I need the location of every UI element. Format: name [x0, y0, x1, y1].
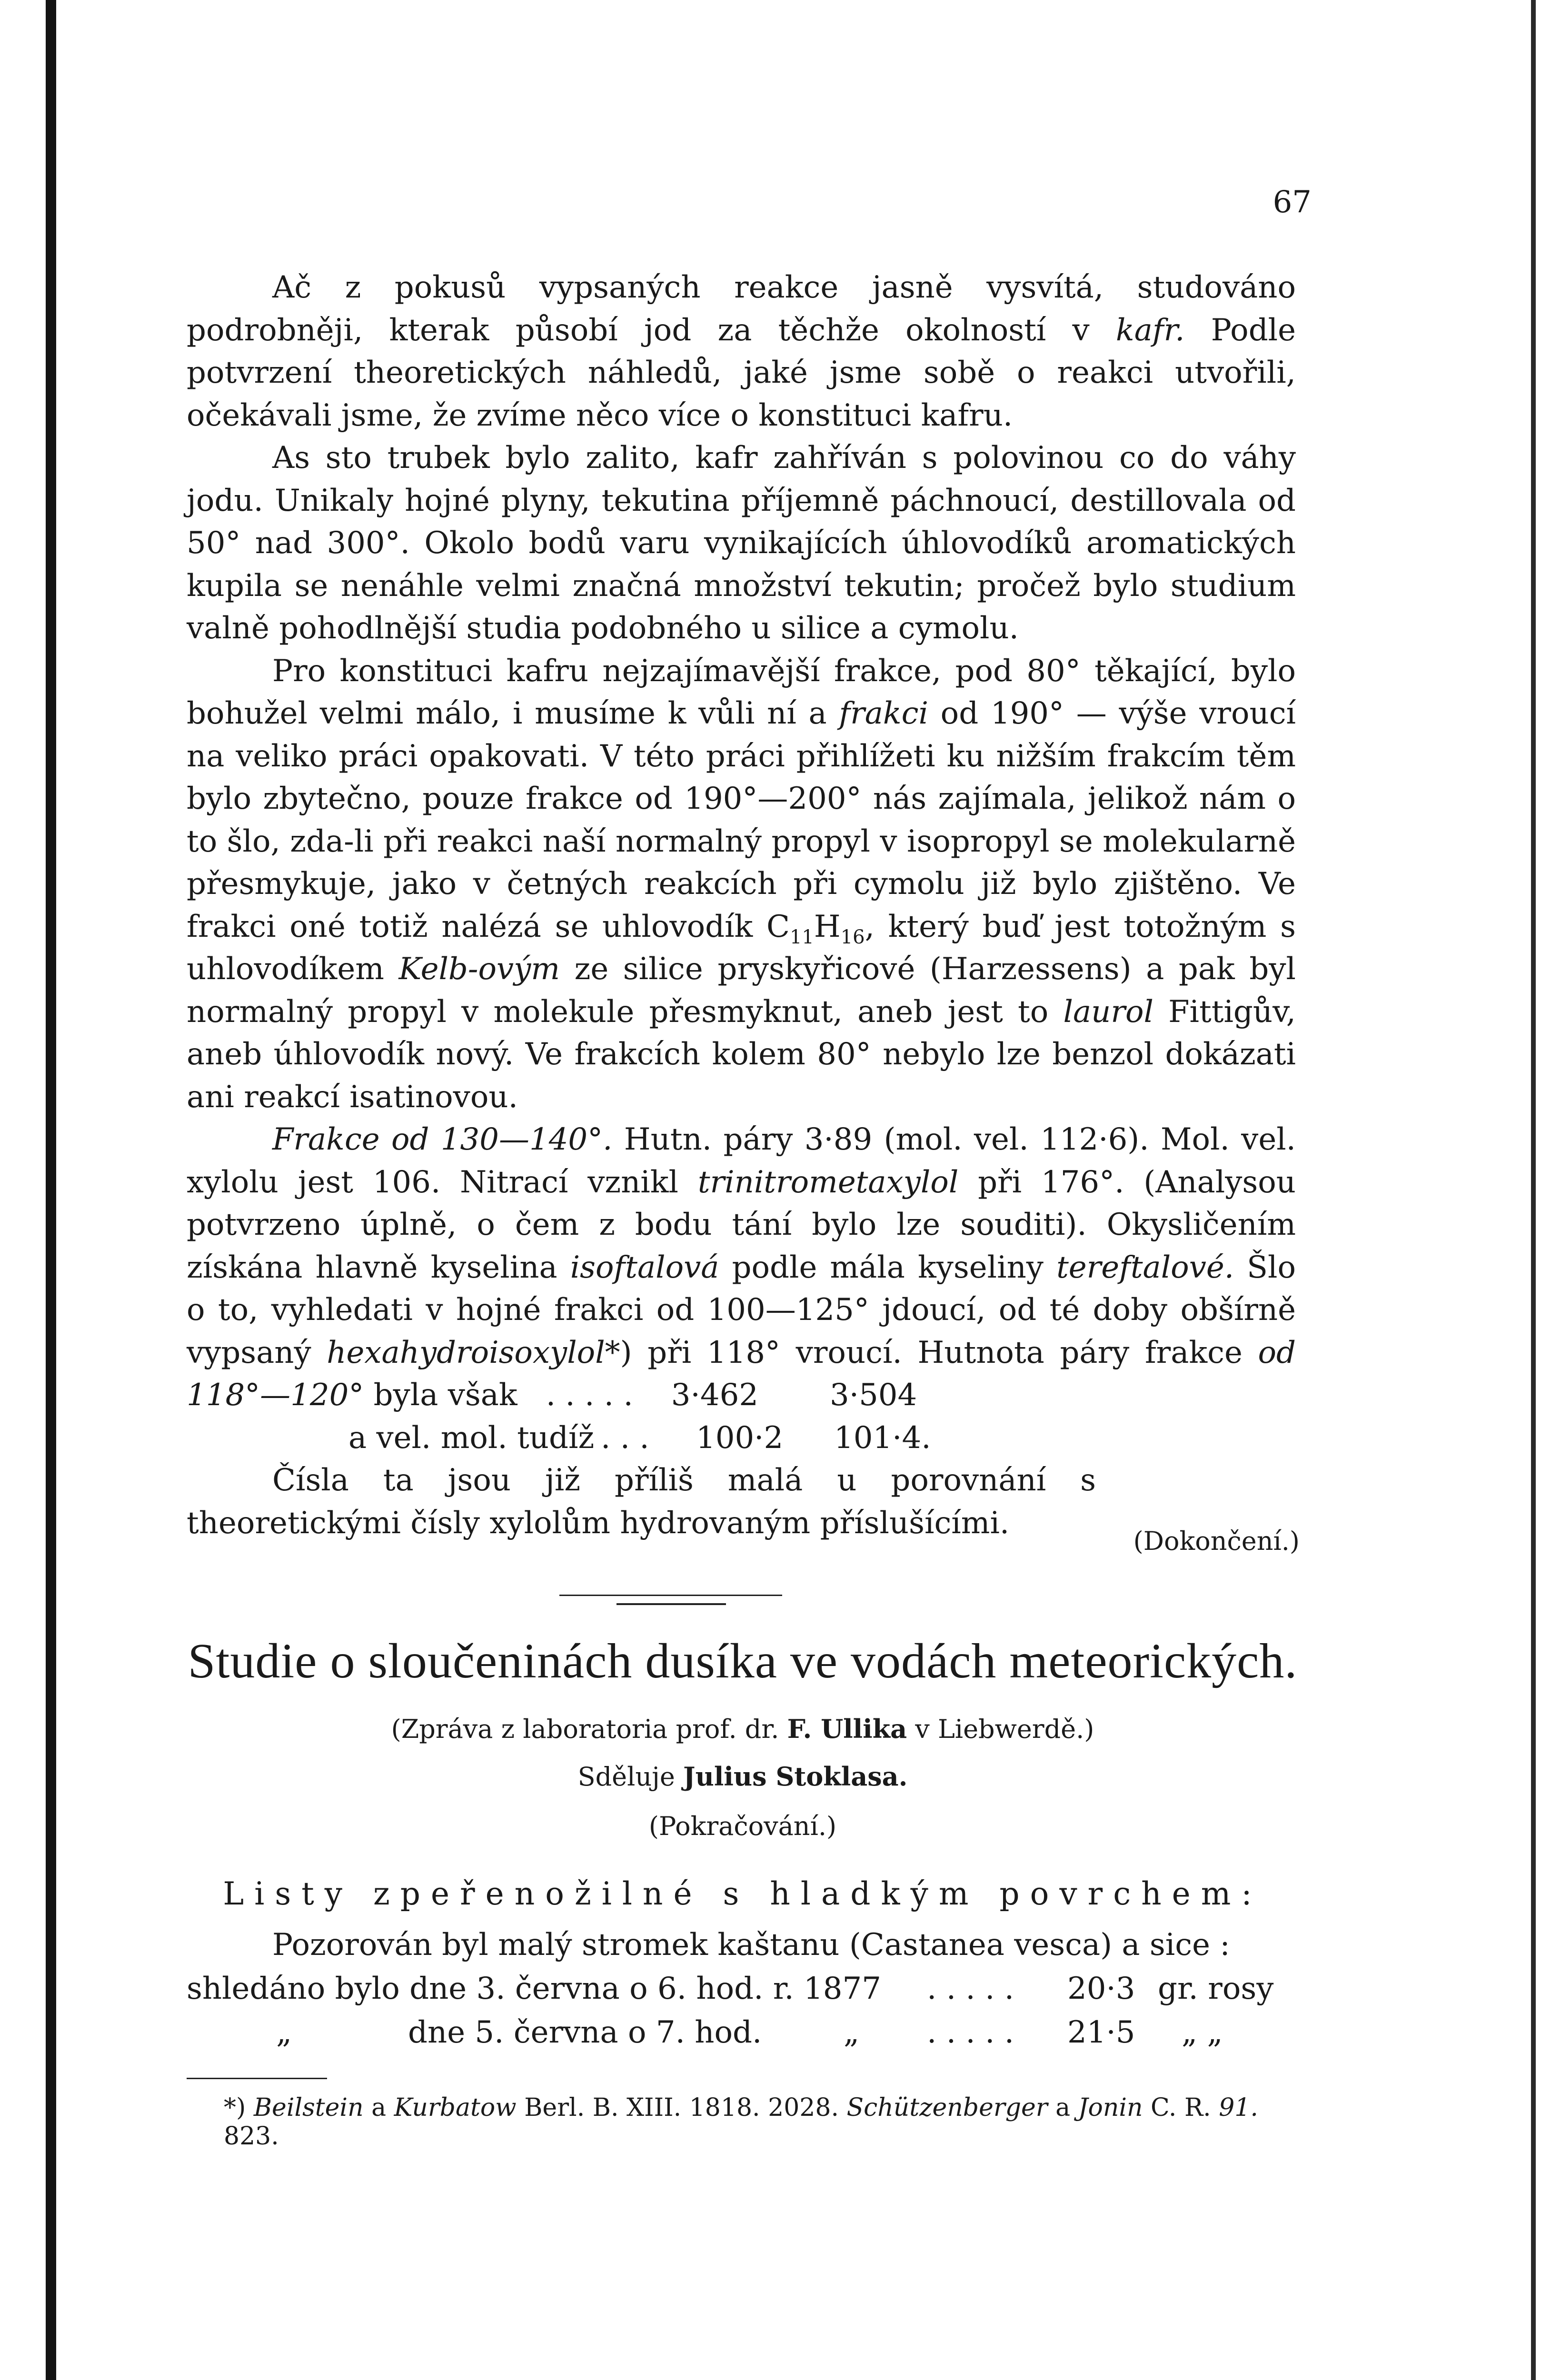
- observation-row: „ dne 5. června o 7. hod. „ . . . . . 21·5 „ „: [276, 2015, 1223, 2050]
- continued-note: (Pokračování.): [648, 1811, 837, 1841]
- separator-rule-short: [616, 1603, 726, 1605]
- binding-edge: [46, 0, 56, 2380]
- molecular-weight-value-1: 100·2: [696, 1420, 784, 1456]
- page-edge: [1531, 0, 1536, 2380]
- paragraph-4: Frakce od 130—140°. Hutn. páry 3·89 (mol. vel. 112·6). Mol. vel. xylolu jest 106. Nitrací vznikl trinitrometaxylol při 176°. (Analysou potvrzeno úplně, o čem z bodu tání bylo lze souditi). Okysličením získána hlavně kyselina isoftalová podlе mála kyseliny tereftalové. Šlo o to, vyhledati v hojné frakci od 100—125° jdoucí, od té doby obšírně vypsaný hexahydroisoxylol*) při 118° vroucí. Hutnota páry frakce od 118°—120° byla však . . . . . 3·462 3·504: [187, 1122, 1296, 1413]
- density-dots: . . . . .: [546, 1378, 633, 1413]
- page-number: 67: [1273, 185, 1312, 220]
- footnote-rule: [187, 2078, 327, 2079]
- separator-rule: [559, 1595, 782, 1596]
- molecular-weight-label: a vel. mol. tudíž: [348, 1420, 595, 1456]
- observation-row: shledáno bylo dne 3. června o 6. hod. r. 1877 . . . . . 20·3 gr. rosy: [187, 1971, 1274, 2006]
- article-continuation: [187, 267, 1296, 1545]
- report-line: (Zpráva z laboratoria prof. dr. F. Ullika v Liebwerdě.): [391, 1714, 1094, 1744]
- observation-intro: Pozorován byl malý stromek kaštanu (Castanea vesca) a sice :: [272, 1927, 1230, 1963]
- molecular-weight-dots: . . .: [601, 1420, 649, 1456]
- paragraph-1: Ač z pokusů vypsaných reakce jasně vysvítá, studováno podrobněji, kterak působí jod za těchže okolností v kafr. Podle potvrzení theoretických náhledů, jaké jsme sobě o reakci utvořili, očekávali jsme, že zvíme něco více o konstituci kafru.: [187, 270, 1296, 433]
- molecular-weight-value-2: 101·4.: [834, 1420, 931, 1456]
- footnote: *) Beilstein a Kurbatow Berl. B. XIII. 1818. 2028. Schützenberger a Jonin C. R. 91. 823.: [224, 2093, 1258, 2151]
- molecular-weight-row: [187, 1417, 1296, 1460]
- paragraph-5: Čísla ta jsou již příliš malá u porovnání s theoretickými čísly xylolům hydrovaným příslušícími.: [187, 1463, 1096, 1541]
- observations: [187, 1923, 1296, 2054]
- density-value-2: 3·504: [830, 1378, 917, 1413]
- author-line: Sděluje Julius Stoklasa.: [577, 1761, 908, 1792]
- signoff-concluded: (Dokončení.): [1133, 1526, 1300, 1556]
- section-heading: Listy zpeřenožilné s hladkým povrchem:: [223, 1875, 1263, 1912]
- article-title: Studie o sloučeninách dusíka ve vodách meteorických.: [188, 1634, 1298, 1688]
- density-value-1: 3·462: [671, 1378, 758, 1413]
- paragraph-2: As sto trubek bylo zalito, kafr zahříván s polovinou co do váhy jodu. Unikaly hojné plyny, tekutina příjemně páchnoucí, destillovala od 50° nad 300°. Okolo bodů varu vynikajících úhlovodíků aromatických kupila se nenáhle velmi značná množství tekutin; pročež bylo studium valně pohodlnější studia podobného u silice a cymolu.: [187, 440, 1296, 646]
- paragraph-3: Pro konstituci kafru nejzajímavější frakce, pod 80° těkající, bylo bohužel velmi málo, i musíme k vůli ní a frakci od 190° — výše vroucí na veliko práci opakovati. V této práci přihlížeti ku nižším frakcím těm bylo zbytečno, pouze frakce od 190°—200° nás zajímala, jelikož nám o to šlo, zda-li při reakci naší normalný propyl v isopropyl se molekularně přesmykuje, jako v četných reakcích při cymolu již bylo zjištěno. Ve frakci oné totiž nalézá se uhlovodík $C_{11}H_{16}$, který buď jest totožným s uhlovodíkem Kelb-ovým ze silice pryskyřicové (Harzessens) a pak byl normalný propyl v molekule přesmyknut, aneb jest to laurol Fittigův, aneb úhlovodík nový. Ve frakcích kolem 80° nebylo lze benzol dokázati ani reakcí isatinovou.: [187, 653, 1296, 1115]
